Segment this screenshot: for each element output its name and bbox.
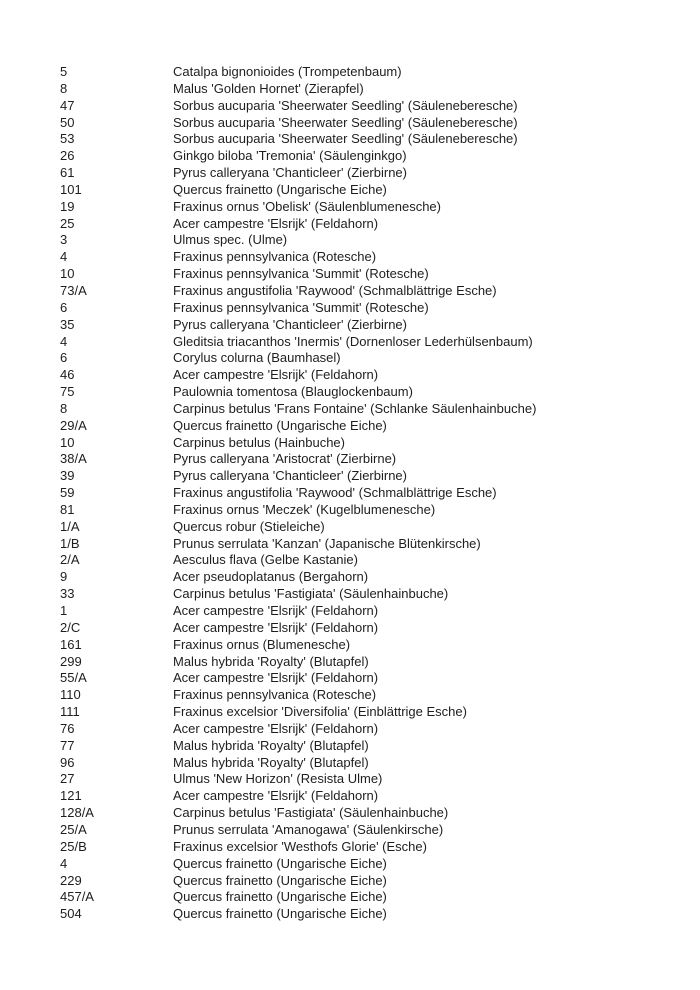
tree-id: 6 [60, 299, 68, 315]
tree-id: 59 [60, 485, 75, 501]
tree-species: Sorbus aucuparia 'Sheerwater Seedling' (Säuleneberesche) [173, 131, 518, 147]
tree-id: 4 [60, 855, 68, 871]
tree-id: 161 [60, 636, 82, 652]
tree-species: Sorbus aucuparia 'Sheerwater Seedling' (Säuleneberesche) [173, 97, 518, 113]
tree-species: Prunus serrulata 'Amanogawa' (Säulenkirsche) [173, 821, 444, 837]
list-row [60, 451, 680, 468]
tree-species: Ginkgo biloba 'Tremonia' (Säulenginkgo) [173, 148, 407, 164]
tree-id: 128/A [60, 805, 94, 821]
tree-id: 2/A [60, 552, 80, 568]
tree-id: 76 [60, 720, 75, 736]
tree-species: Aesculus flava (Gelbe Kastanie) [173, 552, 358, 568]
list-row [60, 216, 680, 233]
tree-species: Carpinus betulus 'Fastigiata' (Säulenhainbuche) [173, 805, 449, 821]
list-row [60, 98, 680, 115]
tree-species: Acer campestre 'Elsrijk' (Feldahorn) [173, 788, 379, 804]
list-row [60, 148, 680, 165]
tree-id: 39 [60, 468, 75, 484]
tree-species: Fraxinus pennsylvanica (Rotesche) [173, 249, 377, 265]
tree-species: Fraxinus angustifolia 'Raywood' (Schmalblättrige Esche) [173, 485, 497, 501]
list-row [60, 603, 680, 620]
list-row [60, 502, 680, 519]
tree-species: Fraxinus ornus 'Obelisk' (Säulenblumenesche) [173, 198, 441, 214]
tree-id: 33 [60, 586, 75, 602]
tree-species: Fraxinus excelsior 'Westhofs Glorie' (Esche) [173, 838, 427, 854]
list-row [60, 317, 680, 334]
tree-list [60, 64, 680, 923]
tree-id: 3 [60, 232, 68, 248]
tree-id: 4 [60, 249, 68, 265]
tree-species: Acer campestre 'Elsrijk' (Feldahorn) [173, 367, 379, 383]
tree-species: Fraxinus ornus 'Meczek' (Kugelblumenesche) [173, 501, 436, 517]
tree-species: Ulmus spec. (Ulme) [173, 232, 288, 248]
list-row [60, 586, 680, 603]
list-row [60, 687, 680, 704]
list-row [60, 519, 680, 536]
tree-id: 1/B [60, 535, 80, 551]
list-row [60, 552, 680, 569]
tree-species: Acer campestre 'Elsrijk' (Feldahorn) [173, 720, 379, 736]
tree-id: 35 [60, 316, 75, 332]
tree-id: 504 [60, 906, 82, 922]
tree-species: Fraxinus angustifolia 'Raywood' (Schmalblättrige Esche) [173, 282, 497, 298]
tree-id: 1/A [60, 518, 80, 534]
list-row [60, 81, 680, 98]
tree-species: Acer campestre 'Elsrijk' (Feldahorn) [173, 619, 379, 635]
tree-id: 299 [60, 653, 82, 669]
tree-id: 47 [60, 97, 75, 113]
list-row [60, 115, 680, 132]
list-row [60, 569, 680, 586]
tree-species: Paulownia tomentosa (Blauglockenbaum) [173, 384, 413, 400]
tree-species: Quercus frainetto (Ungarische Eiche) [173, 417, 387, 433]
list-row [60, 64, 680, 81]
tree-species: Gleditsia triacanthos 'Inermis' (Dornenloser Lederhülsenbaum) [173, 333, 533, 349]
tree-id: 1 [60, 603, 68, 618]
tree-id: 75 [60, 384, 75, 400]
list-row [60, 873, 680, 890]
tree-id: 26 [60, 148, 75, 164]
list-row [60, 131, 680, 148]
tree-id: 50 [60, 114, 75, 130]
tree-id: 110 [60, 687, 81, 703]
tree-id: 4 [60, 333, 68, 349]
list-row [60, 232, 680, 249]
list-row [60, 906, 680, 923]
tree-species: Pyrus calleryana 'Chanticleer' (Zierbirne) [173, 316, 407, 332]
tree-id: 77 [60, 737, 75, 753]
tree-species: Acer pseudoplatanus (Bergahorn) [173, 569, 369, 585]
list-row [60, 788, 680, 805]
list-row [60, 401, 680, 418]
tree-id: 19 [60, 198, 75, 214]
tree-species: Corylus colurna (Baumhasel) [173, 350, 341, 366]
tree-id: 9 [60, 569, 68, 585]
tree-id: 111 [60, 704, 80, 720]
tree-species: Quercus frainetto (Ungarische Eiche) [173, 855, 387, 871]
list-row [60, 334, 680, 351]
list-row [60, 654, 680, 671]
tree-species: Ulmus 'New Horizon' (Resista Ulme) [173, 771, 383, 787]
list-row [60, 738, 680, 755]
list-row [60, 889, 680, 906]
tree-species: Quercus frainetto (Ungarische Eiche) [173, 181, 387, 197]
list-row [60, 435, 680, 452]
tree-id: 81 [60, 501, 75, 517]
tree-id: 25/B [60, 838, 87, 854]
tree-id: 8 [60, 80, 68, 96]
tree-list-page [60, 64, 680, 923]
tree-species: Prunus serrulata 'Kanzan' (Japanische Blütenkirsche) [173, 535, 481, 551]
tree-species: Quercus frainetto (Ungarische Eiche) [173, 906, 387, 922]
list-row [60, 755, 680, 772]
list-row [60, 620, 680, 637]
list-row [60, 839, 680, 856]
list-row [60, 721, 680, 738]
tree-species: Sorbus aucuparia 'Sheerwater Seedling' (Säuleneberesche) [173, 114, 518, 130]
list-row [60, 300, 680, 317]
tree-id: 25 [60, 215, 75, 231]
tree-species: Fraxinus ornus (Blumenesche) [173, 636, 351, 652]
tree-species: Quercus frainetto (Ungarische Eiche) [173, 872, 387, 888]
tree-species: Malus 'Golden Hornet' (Zierapfel) [173, 80, 364, 96]
tree-id: 2/C [60, 619, 81, 635]
tree-species: Acer campestre 'Elsrijk' (Feldahorn) [173, 215, 379, 231]
tree-species: Fraxinus pennsylvanica 'Summit' (Rotesche) [173, 266, 429, 282]
list-row [60, 350, 680, 367]
list-row [60, 468, 680, 485]
tree-species: Carpinus betulus 'Frans Fontaine' (Schlanke Säulenhainbuche) [173, 400, 537, 416]
tree-id: 5 [60, 64, 68, 79]
tree-species: Pyrus calleryana 'Chanticleer' (Zierbirne) [173, 165, 407, 181]
list-row [60, 805, 680, 822]
list-row [60, 283, 680, 300]
tree-id: 10 [60, 266, 75, 282]
tree-id: 96 [60, 754, 75, 770]
list-row [60, 637, 680, 654]
tree-species: Pyrus calleryana 'Aristocrat' (Zierbirne) [173, 451, 397, 467]
tree-species: Quercus robur (Stieleiche) [173, 518, 325, 534]
tree-species: Malus hybrida 'Royalty' (Blutapfel) [173, 653, 369, 669]
tree-id: 46 [60, 367, 75, 383]
tree-species: Catalpa bignonioides (Trompetenbaum) [173, 64, 402, 79]
tree-id: 73/A [60, 282, 87, 298]
tree-id: 25/A [60, 821, 87, 837]
tree-id: 29/A [60, 417, 87, 433]
list-row [60, 771, 680, 788]
tree-id: 8 [60, 400, 68, 416]
tree-species: Acer campestre 'Elsrijk' (Feldahorn) [173, 603, 379, 618]
tree-species: Fraxinus pennsylvanica 'Summit' (Rotesche) [173, 299, 429, 315]
list-row [60, 367, 680, 384]
tree-id: 457/A [60, 889, 94, 905]
tree-id: 229 [60, 872, 82, 888]
tree-species: Acer campestre 'Elsrijk' (Feldahorn) [173, 670, 379, 686]
tree-species: Pyrus calleryana 'Chanticleer' (Zierbirne) [173, 468, 407, 484]
tree-species: Fraxinus excelsior 'Diversifolia' (Einblättrige Esche) [173, 704, 467, 720]
tree-species: Fraxinus pennsylvanica (Rotesche) [173, 687, 377, 703]
list-row [60, 856, 680, 873]
list-row [60, 704, 680, 721]
list-row [60, 822, 680, 839]
list-row [60, 418, 680, 435]
tree-species: Malus hybrida 'Royalty' (Blutapfel) [173, 737, 369, 753]
list-row [60, 670, 680, 687]
list-row [60, 485, 680, 502]
tree-id: 53 [60, 131, 75, 147]
list-row [60, 165, 680, 182]
list-row [60, 182, 680, 199]
tree-id: 55/A [60, 670, 87, 686]
tree-species: Quercus frainetto (Ungarische Eiche) [173, 889, 387, 905]
tree-id: 6 [60, 350, 68, 366]
list-row [60, 199, 680, 216]
tree-id: 27 [60, 771, 75, 787]
tree-id: 10 [60, 434, 75, 450]
tree-id: 121 [60, 788, 82, 804]
list-row [60, 536, 680, 553]
list-row [60, 266, 680, 283]
tree-id: 38/A [60, 451, 87, 467]
list-row [60, 384, 680, 401]
tree-species: Carpinus betulus (Hainbuche) [173, 434, 345, 450]
tree-id: 61 [60, 165, 75, 181]
list-row [60, 249, 680, 266]
tree-species: Carpinus betulus 'Fastigiata' (Säulenhainbuche) [173, 586, 449, 602]
tree-id: 101 [60, 181, 82, 197]
tree-species: Malus hybrida 'Royalty' (Blutapfel) [173, 754, 369, 770]
